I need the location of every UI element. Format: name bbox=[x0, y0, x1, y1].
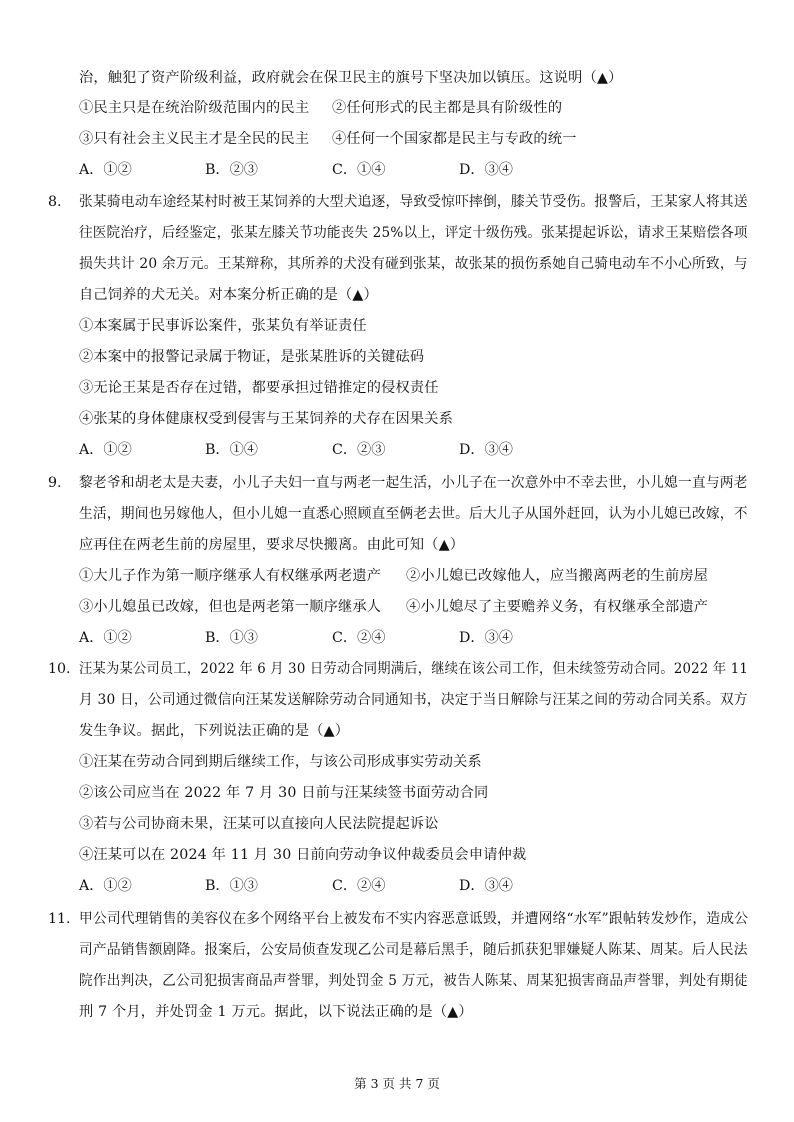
q7-item-1: ①民主只是在统治阶级范围内的民主 bbox=[79, 100, 310, 116]
q7-option-c: C．①④ bbox=[332, 162, 386, 178]
q10-option-c: C．②④ bbox=[332, 878, 386, 894]
q7-option-b: B．②③ bbox=[205, 162, 258, 178]
q7-option-d: D．③④ bbox=[459, 162, 513, 178]
q10-item-1: ①汪某在劳动合同到期后继续工作，与该公司形成事实劳动关系 bbox=[79, 754, 482, 770]
q9-item-3: ③小儿媳虽已改嫁，但也是两老第一顺序继承人 bbox=[79, 599, 382, 615]
q9-item-4: ④小儿媳尽了主要赡养义务，有权继承全部遗产 bbox=[406, 599, 709, 615]
q9-option-c: C．②④ bbox=[332, 630, 386, 646]
q7-item-4: ④任何一个国家都是民主与专政的统一 bbox=[332, 131, 577, 147]
q9-option-d: D．③④ bbox=[459, 630, 513, 646]
q9-option-b: B．①③ bbox=[205, 630, 258, 646]
q9-item-2: ②小儿媳已改嫁他人，应当搬离两老的生前房屋 bbox=[406, 568, 709, 584]
q9-stem-line-1: 黎老爷和胡老太是夫妻，小儿子夫妇一直与两老一起生活，小儿子在一次意外中不幸去世，小儿媳一直与两老 bbox=[79, 475, 748, 491]
q10-item-3: ③若与公司协商未果，汪某可以直接向人民法院提起诉讼 bbox=[79, 816, 439, 832]
q7-stem-tail: 治，触犯了资产阶级利益，政府就会在保卫民主的旗号下坚决加以镇压。这说明（▲） bbox=[79, 70, 623, 86]
q9-number: 9. bbox=[48, 475, 62, 491]
q10-item-2: ②该公司应当在 2022 年 7 月 30 日前与汪某续签书面劳动合同 bbox=[79, 785, 489, 801]
q10-option-a: A．①② bbox=[79, 878, 132, 894]
q8-stem-line-1: 张某骑电动车途经某村时被王某饲养的大型犬追逐，导致受惊吓摔倒，膝关节受伤。报警后，王某家人将其送 bbox=[79, 194, 748, 210]
q8-number: 8. bbox=[48, 194, 62, 210]
q10-option-d: D．③④ bbox=[459, 878, 513, 894]
q8-stem-line-2: 往医院治疗，后经鉴定，张某左膝关节功能丧失 25%以上，评定十级伤残。张某提起诉讼，请求王某赔偿各项 bbox=[79, 225, 748, 241]
q9-item-1: ①大儿子作为第一顺序继承人有权继承两老遗产 bbox=[79, 568, 382, 584]
q10-number: 10. bbox=[48, 661, 71, 677]
q10-stem-line-1: 汪某为某公司员工，2022 年 6 月 30 日劳动合同期满后，继续在该公司工作，但未续签劳动合同。2022 年 11 bbox=[79, 661, 749, 677]
q10-item-4: ④汪某可以在 2024 年 11 月 30 日前向劳动争议仲裁委员会申请仲裁 bbox=[79, 847, 527, 863]
q8-option-b: B．①④ bbox=[205, 442, 258, 458]
q7-option-a: A．①② bbox=[79, 162, 132, 178]
page-number-footer: 第 3 页 共 7 页 bbox=[354, 1076, 440, 1091]
q8-item-4: ④张某的身体健康权受到侵害与王某饲养的犬存在因果关系 bbox=[79, 411, 454, 427]
q8-stem-line-3: 损失共计 20 余万元。王某辩称，其所养的犬没有碰到张某，故张某的损伤系她自己骑电动车不小心所致，与 bbox=[79, 256, 748, 272]
q11-stem-line-3: 院作出判决，乙公司犯损害商品声誉罪，判处罚金 5 万元，被告人陈某、周某犯损害商品声誉罪，判处有期徒 bbox=[79, 973, 748, 989]
q11-number: 11. bbox=[48, 911, 71, 927]
q10-stem-line-3: 发生争议。据此，下列说法正确的是（▲） bbox=[79, 723, 350, 739]
q7-item-3: ③只有社会主义民主才是全民的民主 bbox=[79, 131, 310, 147]
q9-option-a: A．①② bbox=[79, 630, 132, 646]
q10-stem-line-2: 月 30 日，公司通过微信向汪某发送解除劳动合同通知书，决定于当日解除与汪某之间的劳动合同关系。双方 bbox=[79, 692, 748, 708]
q10-option-b: B．①③ bbox=[205, 878, 258, 894]
q8-item-3: ③无论王某是否存在过错，都要承担过错推定的侵权责任 bbox=[79, 380, 439, 396]
q8-option-a: A．①② bbox=[79, 442, 132, 458]
q7-item-2: ②任何形式的民主都是具有阶级性的 bbox=[332, 100, 563, 116]
q9-stem-line-3: 应再住在两老生前的房屋里，要求尽快搬离。由此可知（▲） bbox=[79, 537, 465, 553]
q11-stem-line-2: 司产品销售额剧降。报案后，公安局侦查发现乙公司是幕后黑手，随后抓获犯罪嫌疑人陈某、周某。后人民法 bbox=[79, 942, 748, 958]
q8-option-c: C．②③ bbox=[332, 442, 386, 458]
q8-option-d: D．③④ bbox=[459, 442, 513, 458]
q8-item-2: ②本案中的报警记录属于物证，是张某胜诉的关键砝码 bbox=[79, 349, 425, 365]
q8-stem-line-4: 自己饲养的犬无关。对本案分析正确的是（▲） bbox=[79, 287, 378, 303]
q11-stem-line-4: 刑 7 个月，并处罚金 1 万元。据此，以下说法正确的是（▲） bbox=[79, 1004, 473, 1020]
q8-item-1: ①本案属于民事诉讼案件，张某负有举证责任 bbox=[79, 318, 367, 334]
q11-stem-line-1: 甲公司代理销售的美容仪在多个网络平台上被发布不实内容恶意诋毁，并遭网络“水军”跟帖转发炒作，造成公 bbox=[79, 911, 749, 927]
q9-stem-line-2: 生活，期间也另嫁他人，但小儿媳一直悉心照顾直至俩老去世。后大儿子从国外赶回，认为小儿媳已改嫁，不 bbox=[79, 506, 748, 522]
